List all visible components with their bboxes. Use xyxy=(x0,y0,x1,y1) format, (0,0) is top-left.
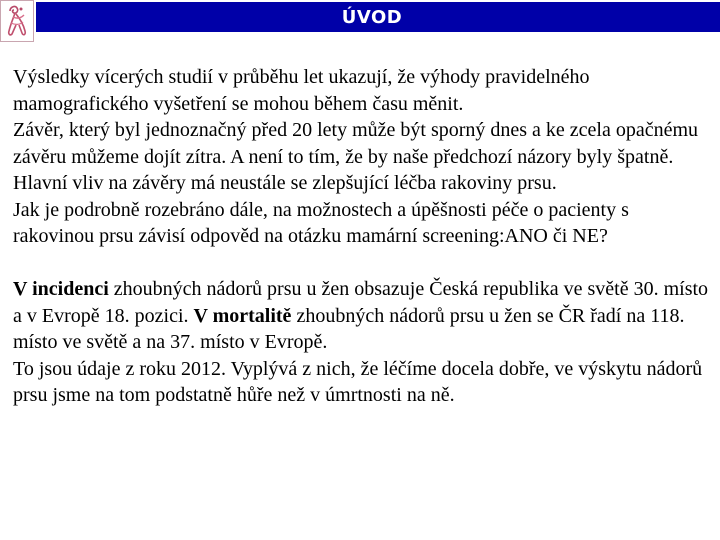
incidence-text: zhoubných nádorů prsu u žen obsazuje Česká republika ve světě 30. místo a v Evropě 18. pozici. xyxy=(13,278,709,327)
paragraph-2: Závěr, který byl jednoznačný před 20 lety může být sporný dnes a ke zcela opačnému závěru můžeme dojít zítra. A není to tím, že by naše předchozí názory byly špatně. Hlavní vliv na závěry má neustále se zlepšující léčba rakoviny prsu. xyxy=(13,119,699,194)
incidence-label: V incidenci xyxy=(13,278,109,300)
page-title: ÚVOD xyxy=(341,6,403,28)
paragraph-spacer xyxy=(13,250,713,277)
mortality-label: V mortalitě xyxy=(193,304,292,327)
main-content xyxy=(13,64,713,409)
header-bar xyxy=(36,2,720,32)
paragraph-3: Jak je podrobně rozebráno dále, na možnostech a úpěšnosti péče o pacienty s rakovinou prsu závisí odpověd na otázku mamární screening:ANO či NE? xyxy=(13,198,629,247)
ribbon-woman-logo-icon xyxy=(0,0,34,42)
paragraph-5: To jsou údaje z roku 2012. Vyplývá z nich, že léčíme docela dobře, ve výskytu nádorů prsu jsme na tom podstatně hůře než v úmrtnosti na ně. xyxy=(13,357,703,406)
mortality-text: zhoubných nádorů prsu u žen se ČR řadí na 118. místo ve světě a na 37. místo v Evropě. xyxy=(13,304,685,353)
paragraph-4 xyxy=(13,276,713,356)
paragraph-1: Výsledky vícerých studií v průběhu let ukazují, že výhody pravidelného mamografického vyšetření se mohou během času měnit. xyxy=(13,66,590,115)
